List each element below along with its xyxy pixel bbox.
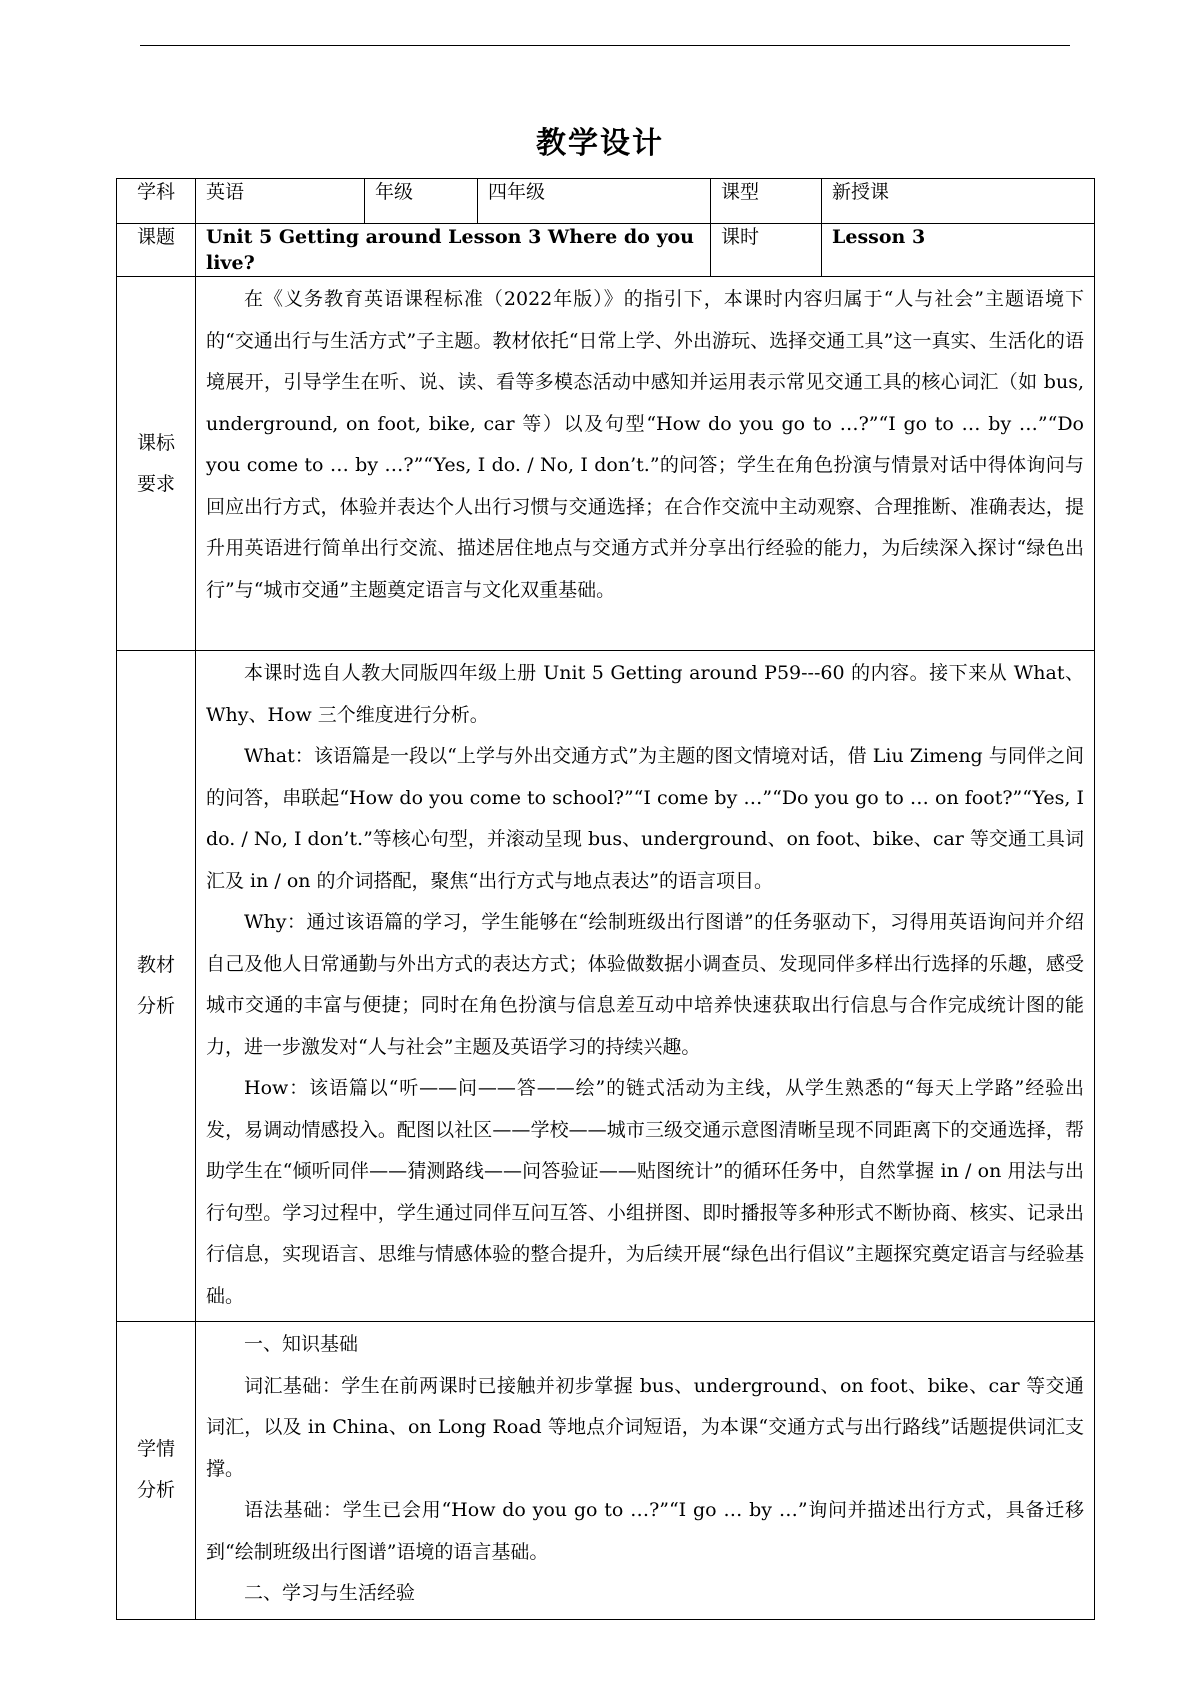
curriculum-content [196,277,1095,651]
table-row [117,1322,1095,1620]
grade-label: 年级 [365,179,478,224]
material-label-line1: 教材 [136,954,175,976]
material-paragraph-why: Why：通过该语篇的学习，学生能够在“绘制班级出行图谱”的任务驱动下，习得用英语询问并介绍自己及他人日常通勤与外出方式的表达方式；体验做数据小调查员、发现同伴多样出行选择的乐趣，感受城市交通的丰富与便捷；同时在角色扮演与信息差互动中培养快速获取出行信息与合作完成统计图的能力，进一步激发对“人与社会”主题及英语学习的持续兴趣。 [206,911,1084,1058]
curriculum-paragraph: 在《义务教育英语课程标准（2022年版）》的指引下，本课时内容归属于“人与社会”主题语境下的“交通出行与生活方式”子主题。教材依托“日常上学、外出游玩、选择交通工具”这一真实、生活化的语境展开，引导学生在听、说、读、看等多模态活动中感知并运用表示常见交通工具的核心词汇（如 bus, underground, on foot, bike, car 等）以及句型“How do you go to …?”“I go to … by …”“Do you come to … by …?”“Yes, I do. / No, I don’t.”的问答；学生在角色扮演与情景对话中得体询问与回应出行方式，体验并表达个人出行习惯与交通选择；在合作交流中主动观察、合理推断、准确表达，提升用英语进行简单出行交流、描述居住地点与交通方式并分享出行经验的能力，为后续深入探讨“绿色出行”与“城市交通”主题奠定语言与文化双重基础。 [206,288,1084,601]
learners-heading-experience: 二、学习与生活经验 [244,1582,416,1604]
learners-content [196,1322,1095,1620]
material-paragraph-how: How：该语篇以“听——问——答——绘”的链式活动为主线，从学生熟悉的“每天上学路”经验出发，易调动情感投入。配图以社区——学校——城市三级交通示意图清晰呈现不同距离下的交通选择，帮助学生在“倾听同伴——猜测路线——问答验证——贴图统计”的循环任务中，自然掌握 in / on 用法与出行句型。学习过程中，学生通过同伴互问互答、小组拼图、即时播报等多种形式不断协商、核实、记录出行信息，实现语言、思维与情感体验的整合提升，为后续开展“绿色出行倡议”主题探究奠定语言与经验基础。 [206,1077,1084,1307]
learners-label-line1: 学情 [136,1438,175,1461]
material-paragraph: 本课时选自人教大同版四年级上册 Unit 5 Getting around P59---60 的内容。接下来从 What、Why、How 三个维度进行分析。 [206,662,1084,726]
topic-value: Unit 5 Getting around Lesson 3 Where do you live? [196,224,711,277]
header-rule [140,45,1070,46]
material-label [117,651,196,1322]
grade-value: 四年级 [478,179,711,224]
table-row [117,224,1095,277]
curriculum-label-line1: 课标 [136,431,175,454]
lesson-design-table [116,178,1095,1620]
type-label: 课型 [711,179,822,224]
learners-paragraph-vocabulary: 词汇基础：学生在前两课时已接触并初步掌握 bus、underground、on foot、bike、car 等交通词汇，以及 in China、on Long Road 等地点介词短语，为本课“交通方式与出行路线”话题提供词汇支撑。 [206,1374,1084,1480]
table-row [117,179,1095,224]
subject-label: 学科 [117,179,196,224]
learners-paragraph-grammar: 语法基础：学生已会用“How do you go to …?”“I go … by …”询问并描述出行方式，具备迁移到“绘制班级出行图谱”语境的语言基础。 [206,1499,1084,1563]
period-value: Lesson 3 [822,224,1095,277]
learners-label-line2: 分析 [136,1479,175,1502]
learners-heading-knowledge: 一、知识基础 [244,1333,359,1355]
curriculum-label [117,277,196,651]
table-row [117,651,1095,1322]
table-row [117,277,1095,651]
topic-label: 课题 [117,224,196,277]
period-label: 课时 [711,224,822,277]
material-paragraph-what: What：该语篇是一段以“上学与外出交通方式”为主题的图文情境对话，借 Liu Zimeng 与同伴之间的问答，串联起“How do you come to school?”“I come by …”“Do you go to … on foot?”“Yes, I do. / No, I don’t.”等核心句型，并滚动呈现 bus、underground、on foot、bike、car 等交通工具词汇及 in / on 的介词搭配，聚焦“出行方式与地点表达”的语言项目。 [206,745,1084,892]
document-title: 教学设计 [536,126,664,161]
learners-label [117,1322,196,1620]
type-value: 新授课 [822,179,1095,224]
curriculum-label-line2: 要求 [136,472,175,495]
material-content [196,651,1095,1322]
material-label-line2: 分析 [136,995,175,1017]
subject-value: 英语 [196,179,365,224]
